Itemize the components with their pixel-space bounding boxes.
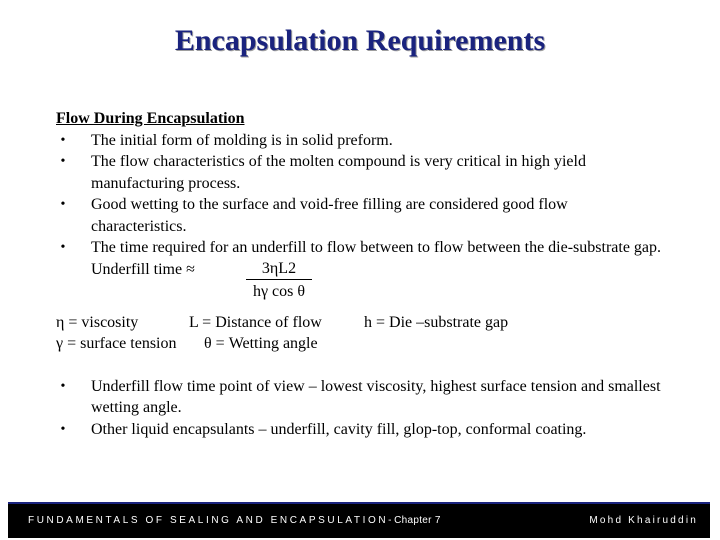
section-heading: Flow During Encapsulation	[56, 110, 245, 127]
footer-chapter: Chapter 7	[394, 515, 441, 526]
spacer	[56, 355, 666, 376]
footer-bar	[8, 502, 710, 538]
definition-tension: γ = surface tension	[56, 335, 177, 352]
bullet-marker: •	[60, 421, 66, 437]
bullet-text: The initial form of molding is in solid preform.	[91, 131, 393, 149]
definition-distance: L = Distance of flow	[189, 313, 322, 331]
bullet-text: Underfill flow time point of view – lowest viscosity, highest surface tension and smallest wetting angle.	[91, 377, 661, 416]
variable-definitions	[56, 312, 666, 355]
bullet-marker: •	[60, 154, 66, 169]
bullet-item	[56, 194, 666, 237]
definition-viscosity: η = viscosity	[56, 313, 139, 331]
slide-body	[56, 108, 666, 440]
definition-row	[56, 312, 666, 334]
footer-course-title: FUNDAMENTALS OF SEALING AND ENCAPSULATION-	[28, 515, 395, 526]
footer-course	[28, 515, 441, 526]
bullet-text: Good wetting to the surface and void-free filling are considered good flow characteristics.	[91, 196, 568, 235]
footer-author: Mohd Khairuddin	[589, 515, 698, 526]
underfill-formula	[56, 259, 666, 303]
bullet-item	[56, 376, 666, 419]
bullet-item	[56, 130, 666, 152]
definition-angle: θ = Wetting angle	[204, 335, 318, 352]
bullet-marker: •	[60, 378, 66, 394]
bullet-item	[56, 419, 666, 441]
slide-title: Encapsulation Requirements	[174, 24, 546, 57]
bullet-item	[56, 237, 666, 259]
bullet-item	[56, 151, 666, 194]
bullet-text: The flow characteristics of the molten compound is very critical in high yield manufacturing process.	[91, 153, 586, 192]
formula-label: Underfill time ≈	[91, 260, 195, 278]
definition-gap: h = Die –substrate gap	[364, 313, 509, 331]
bullet-text: Other liquid encapsulants – underfill, cavity fill, glop-top, conformal coating.	[91, 420, 587, 438]
definition-row	[56, 333, 666, 355]
bullet-marker: •	[60, 240, 66, 255]
formula-numerator: 3ηL2	[246, 259, 312, 280]
formula-denominator: hγ cos θ	[252, 282, 306, 300]
bullet-text: The time required for an underfill to flow between to flow between the die-substrate gap.	[91, 239, 662, 256]
bullet-marker: •	[60, 132, 66, 148]
bullet-marker: •	[60, 197, 66, 212]
footer-divider	[8, 502, 710, 504]
